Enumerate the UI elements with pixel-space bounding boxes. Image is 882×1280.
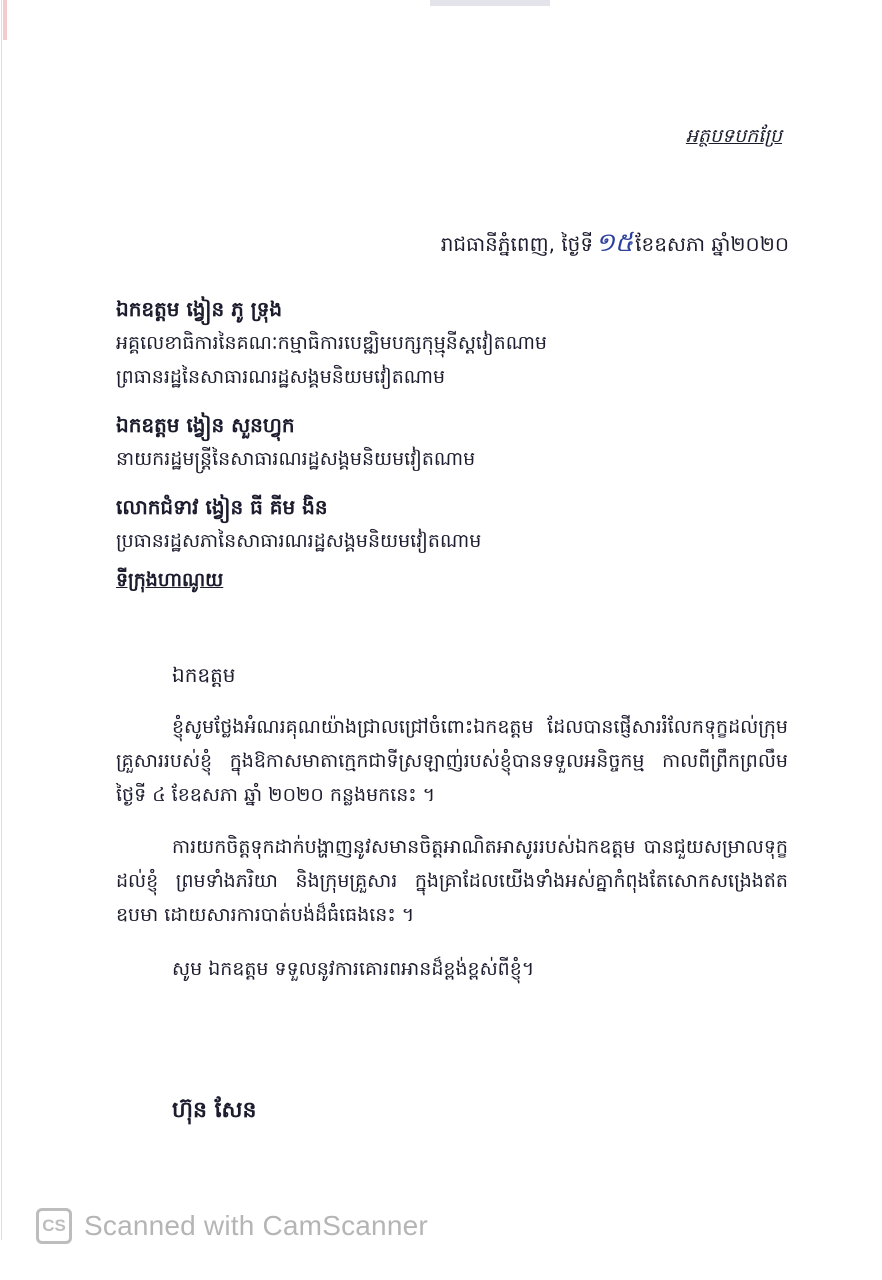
body-paragraph-2: ការយកចិត្តទុកដាក់បង្ហាញនូវសមានចិត្តអាណិតអាសូររបស់ឯកឧត្តម បានជួយសម្រាលទុក្ខដល់ខ្ញុំ ព្រមទាំងភរិយា និងក្រុមគ្រួសារ ក្នុងគ្រាដែលយើងទាំងអស់គ្នាកំពុងតែសោកសង្រេងឥតឧបមា ដោយសារការបាត់បង់ដ៏ធំធេងនេះ ។ xyxy=(116,836,788,926)
body-paragraph-3: សូម ឯកឧត្តម ទទួលនូវការគោរពអានដ៏ខ្ពង់ខ្ពស់ពីខ្ញុំ។ xyxy=(172,958,535,980)
date-day-handwritten: ១៥ xyxy=(595,228,634,258)
recipient-1 xyxy=(116,292,796,394)
unofficial-translation-label: អត្ថបទបកប្រែ xyxy=(685,125,782,147)
signature-name: ហ៊ុន សែន xyxy=(172,1098,257,1123)
recipients-block xyxy=(116,292,796,596)
date-suffix: ខែឧសភា ឆ្នាំ២០២០ xyxy=(635,232,789,256)
recipient-title: អគ្គលេខាធិការនៃគណៈកម្មាធិការបេឌ្ឍិមបក្សកុម្មុនីស្តវៀតណាម xyxy=(116,332,547,354)
recipient-2 xyxy=(116,408,796,476)
destination-city: ទីក្រុងហាណូយ xyxy=(116,569,224,591)
recipient-name: ឯកឧត្តម ង្វៀន សួនហ្វុក xyxy=(116,413,295,437)
date-prefix: រាជធានីភ្នំពេញ, ថ្ងៃទី xyxy=(440,232,594,256)
camscanner-text: Scanned with CamScanner xyxy=(84,1210,428,1241)
camscanner-watermark xyxy=(36,1208,428,1244)
page-edge-mark xyxy=(3,0,7,40)
page-edge-line xyxy=(1,0,2,1240)
recipient-name: ឯកឧត្តម ង្វៀន ភូ ទ្រុង xyxy=(116,297,283,321)
date-line xyxy=(441,226,789,264)
recipient-3 xyxy=(116,490,796,558)
body-paragraph-1: ខ្ញុំសូមថ្លែងអំណរគុណយ៉ាងជ្រាលជ្រៅចំពោះឯកឧត្តម ដែលបានផ្ញើសាររំលែកទុក្ខដល់ក្រុមគ្រួសាររបស់ខ្ញុំ ក្នុងឱកាសមាតាក្មេកជាទីស្រឡាញ់របស់ខ្ញុំបានទទួលអនិច្ចកម្ម កាលពីព្រឹកព្រលឹមថ្ងៃទី ៤ ខែឧសភា ឆ្នាំ ២០២០ កន្លងមកនេះ ។ xyxy=(116,716,788,806)
camscanner-logo-icon: CS xyxy=(36,1208,72,1244)
recipient-name: លោកជំទាវ ង្វៀន ធី គីម ងិន xyxy=(116,495,328,519)
recipient-title: នាយករដ្ឋមន្ត្រីនៃសាធារណរដ្ឋសង្គមនិយមវៀតណាម xyxy=(116,448,476,470)
recipient-title: ប្រធានរដ្ឋសភានៃសាធារណរដ្ឋសង្គមនិយមវៀតណាម xyxy=(116,530,482,552)
salutation: ឯកឧត្តម xyxy=(172,663,236,687)
top-letterhead-trace xyxy=(430,0,550,6)
recipient-title: ព្រធានរដ្ឋនៃសាធារណរដ្ឋសង្គមនិយមវៀតណាម xyxy=(116,366,446,388)
